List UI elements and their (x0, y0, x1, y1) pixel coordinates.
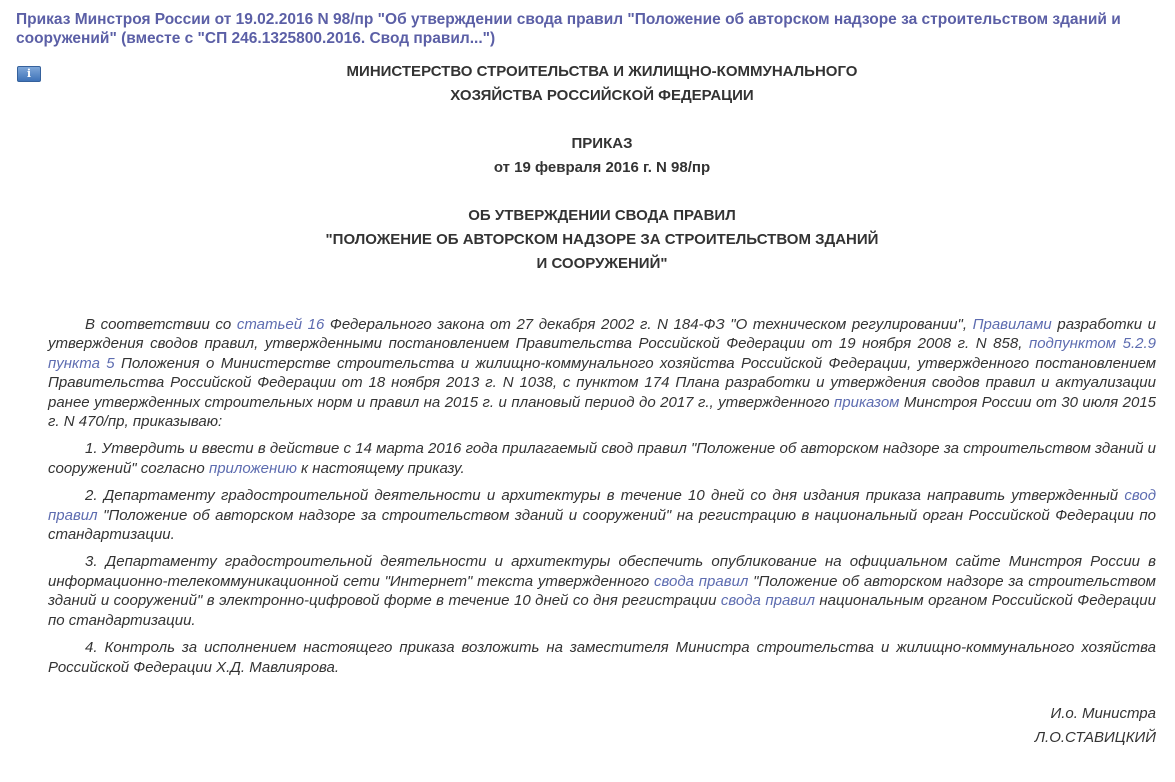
order-subject (48, 204, 1156, 276)
link-code-of-rules-2[interactable]: свода правил (654, 572, 749, 590)
ministry-line-2: ХОЗЯЙСТВА РОССИЙСКОЙ ФЕДЕРАЦИИ (450, 87, 754, 104)
item-3-paragraph: 3. Департаменту градостроительной деятельности и архитектуры обеспечить опубликование на официальном сайте Минстроя России в информационно-телекоммуникационной сети "Интернет" текста утвержденного свода правил "Положение об авторском надзоре за строительством зданий и сооружений" в электронно-цифровой форме в течение 10 дней со дня регистрации свода правил национальным органом Российской Федерации по стандартизации. (48, 553, 1156, 629)
subject-line-2: "ПОЛОЖЕНИЕ ОБ АВТОРСКОМ НАДЗОРЕ ЗА СТРОИТЕЛЬСТВОМ ЗДАНИЙ (325, 231, 879, 248)
subject-line-1: ОБ УТВЕРЖДЕНИИ СВОДА ПРАВИЛ (468, 207, 736, 224)
link-code-of-rules[interactable]: свод правил (48, 487, 1156, 524)
item-2-paragraph: 2. Департаменту градостроительной деятельности и архитектуры в течение 10 дней со дня издания приказа направить утвержденный свод правил "Положение об авторском надзоре за строительством зданий и сооружений" на регистрацию в национальный орган Российской Федерации по стандартизации. (48, 487, 1156, 544)
subject-line-3: И СООРУЖЕНИЙ" (536, 255, 668, 272)
signature-position: И.о. Министра (1050, 705, 1156, 722)
item-1-paragraph: 1. Утвердить и ввести в действие с 14 марта 2016 года прилагаемый свод правил "Положение об авторском надзоре за строительством зданий и сооружений" согласно приложению к настоящему приказу. (48, 440, 1156, 477)
order-header (48, 132, 1156, 180)
item-4-paragraph: 4. Контроль за исполнением настоящего приказа возложить на заместителя Министра строительства и жилищно-коммунального хозяйства Российской Федерации Х.Д. Мавлиярова. (48, 639, 1156, 676)
ministry-line-1: МИНИСТЕРСТВО СТРОИТЕЛЬСТВА И ЖИЛИЩНО-КОММУНАЛЬНОГО (346, 63, 858, 80)
link-appendix[interactable]: приложению (208, 459, 297, 477)
info-icon[interactable]: i (17, 66, 41, 82)
ministry-name (48, 60, 1156, 108)
link-order-470[interactable]: приказом (834, 393, 900, 411)
order-date-number: от 19 февраля 2016 г. N 98/пр (493, 159, 711, 176)
link-rules[interactable]: Правилами (972, 316, 1052, 333)
preamble-paragraph: В соответствии со статьей 16 Федерального закона от 27 декабря 2002 г. N 184-ФЗ "О техническом регулировании", Правилами разработки и утверждения сводов правил, утвержденными постановлением Правительства Российской Федерации от 19 ноября 2008 г. N 858, подпунктом 5.2.9 пункта 5 Положения о Министерстве строительства и жилищно-коммунального хозяйства Российской Федерации, утвержденного постановлением Правительства Российской Федерации от 18 ноября 2013 г. N 1038, с пунктом 174 Плана разработки и утверждения сводов правил и актуализации ранее утвержденных строительных норм и правил на 2015 г. и плановый период до 2017 г., утвержденного приказом Минстроя России от 30 июля 2015 г. N 470/пр, приказываю: (48, 316, 1157, 431)
link-subparagraph-5-2-9[interactable]: подпунктом 5.2.9 пункта 5 (48, 335, 1156, 372)
link-code-of-rules-3[interactable]: свода правил (720, 592, 815, 610)
link-article-16[interactable]: статьей 16 (236, 316, 325, 333)
signature-name: Л.О.СТАВИЦКИЙ (1034, 729, 1156, 746)
order-body (48, 315, 1156, 685)
order-heading: ПРИКАЗ (571, 135, 633, 152)
document-title: Приказ Минстроя России от 19.02.2016 N 98/пр "Об утверждении свода правил "Положение об авторском надзоре за строительством зданий и сооружений" (вместе с "СП 246.1325800.2016. Свод правил...") (16, 11, 1121, 47)
